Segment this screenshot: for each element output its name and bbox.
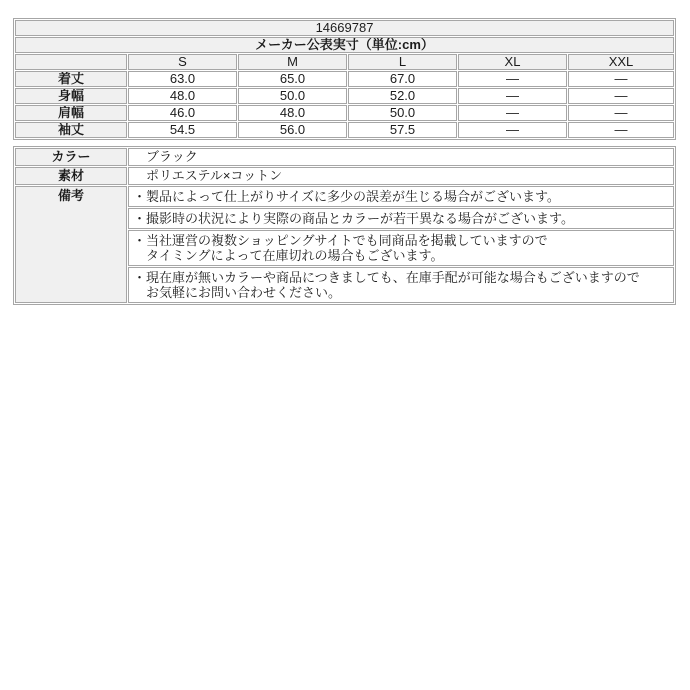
size-cell: — — [458, 122, 567, 138]
table-row — [15, 71, 674, 87]
size-cell: 50.0 — [348, 105, 457, 121]
row-label-body-width: 身幅 — [15, 88, 127, 104]
size-cell: — — [568, 105, 674, 121]
remark-line: タイミングによって在庫切れの場合もございます。 — [146, 248, 444, 263]
row-label-color: カラー — [15, 148, 127, 166]
size-cell: 57.5 — [348, 122, 457, 138]
remark-line: ・現在庫が無いカラーや商品につきましても、在庫手配が可能な場合もございますので — [133, 270, 640, 285]
product-code-row — [15, 20, 674, 36]
size-table-title: メーカー公表実寸（単位:cm） — [15, 37, 674, 53]
size-cell: 50.0 — [238, 88, 347, 104]
size-cell: 67.0 — [348, 71, 457, 87]
remark-item — [128, 208, 674, 229]
table-row — [15, 122, 674, 138]
size-table-title-row — [15, 37, 674, 53]
row-label-sleeve-length: 袖丈 — [15, 122, 127, 138]
size-cell: 48.0 — [238, 105, 347, 121]
size-cell: 46.0 — [128, 105, 237, 121]
column-header-s: S — [128, 54, 237, 70]
size-cell: 65.0 — [238, 71, 347, 87]
size-cell: — — [568, 71, 674, 87]
size-cell: 63.0 — [128, 71, 237, 87]
size-cell: — — [458, 105, 567, 121]
table-row — [15, 88, 674, 104]
details-table — [13, 146, 676, 305]
remark-line: ・当社運営の複数ショッピングサイトでも同商品を掲載していますので — [133, 233, 548, 248]
table-row — [15, 167, 674, 185]
size-cell: — — [458, 88, 567, 104]
table-row — [15, 186, 674, 207]
table-row — [15, 148, 674, 166]
size-columns-row — [15, 54, 674, 70]
remark-line: ・撮影時の状況により実際の商品とカラーが若干異なる場合がございます。 — [133, 211, 574, 226]
color-value: ブラック — [128, 148, 674, 166]
row-label-material: 素材 — [15, 167, 127, 185]
corner-cell — [15, 54, 127, 70]
size-cell: 54.5 — [128, 122, 237, 138]
product-code: 14669787 — [15, 20, 674, 36]
column-header-xxl: XXL — [568, 54, 674, 70]
column-header-m: M — [238, 54, 347, 70]
size-table — [13, 18, 676, 140]
remark-item — [128, 186, 674, 207]
remark-line: お気軽にお問い合わせください。 — [146, 285, 342, 300]
size-cell: — — [568, 88, 674, 104]
remark-item — [128, 267, 674, 303]
size-cell: 52.0 — [348, 88, 457, 104]
size-cell: — — [458, 71, 567, 87]
remark-item — [128, 230, 674, 266]
size-cell: 48.0 — [128, 88, 237, 104]
remark-line: ・製品によって仕上がりサイズに多少の誤差が生じる場合がございます。 — [133, 189, 560, 204]
size-cell: 56.0 — [238, 122, 347, 138]
size-cell: — — [568, 122, 674, 138]
material-value: ポリエステル×コットン — [128, 167, 674, 185]
row-label-shoulder-width: 肩幅 — [15, 105, 127, 121]
row-label-remarks: 備考 — [15, 186, 127, 303]
table-row — [15, 105, 674, 121]
column-header-l: L — [348, 54, 457, 70]
row-label-length: 着丈 — [15, 71, 127, 87]
column-header-xl: XL — [458, 54, 567, 70]
